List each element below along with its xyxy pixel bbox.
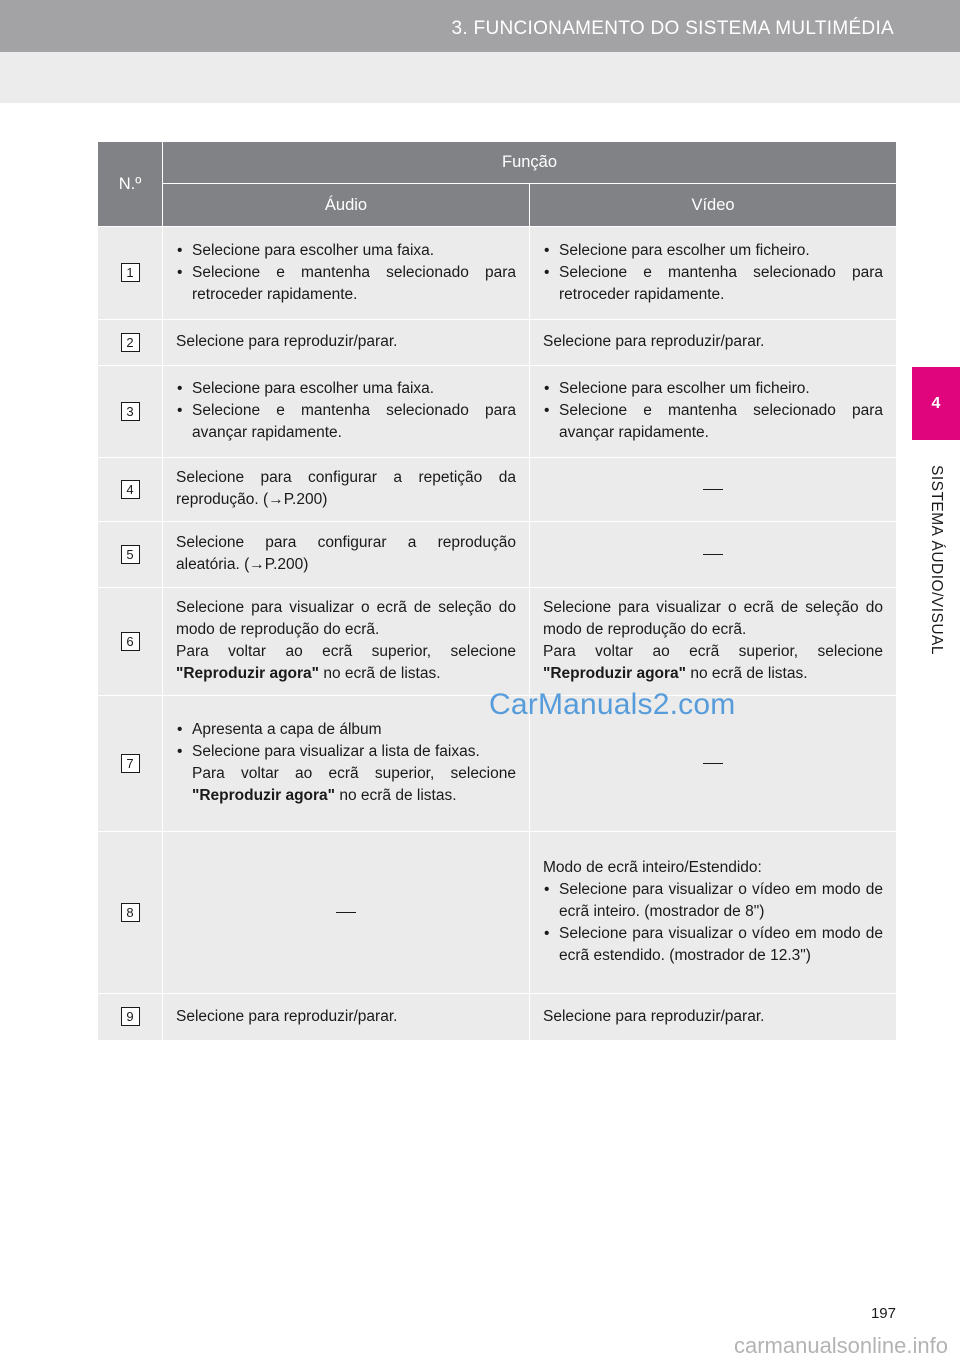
video-cell [530,458,897,522]
table-row [98,320,897,366]
watermark: CarManuals2.com [489,688,736,721]
reproduzir-agora-label: "Reproduzir agora" [192,787,336,804]
bullet-item: • Selecione e mantenha selecionado para avançar rapidamente. [543,400,883,444]
footer-site: carmanualsonline.info [733,1333,948,1358]
bullet-text: Selecione para visualizar a lista de faixas. [192,743,480,760]
number-box: 9 [121,1007,140,1026]
page-number: 197 [870,1305,896,1322]
video-cell [530,366,897,458]
audio-cell: Selecione para configurar a repetição da reprodução. (→P.200) [163,458,530,522]
not-applicable-dash [336,912,356,913]
number-box: 3 [121,402,140,421]
bullet-item: • Selecione para escolher um ficheiro. [543,240,883,262]
table-row [98,522,897,588]
video-cell [530,832,897,994]
audio-cell [163,588,530,696]
suffix-text: no ecrã de listas. [339,787,457,804]
bullet-item: • Selecione e mantenha selecionado para avançar rapidamente. [176,400,516,444]
header-subband [0,52,960,103]
audio-cell [163,366,530,458]
number-box: 4 [121,480,140,499]
audio-cell [163,227,530,320]
cell-text: Modo de ecrã inteiro/Estendido: [543,859,762,876]
video-cell [530,522,897,588]
table-row [98,832,897,994]
header-number: N.º [98,142,163,227]
bullet-item: • Selecione para visualizar o vídeo em modo de ecrã inteiro. (mostrador de 8") [543,879,883,923]
reproduzir-agora-label: "Reproduzir agora" [543,665,687,682]
bullet-item: • Selecione para escolher um ficheiro. [543,378,883,400]
return-text: Para voltar ao ecrã superior, selecione [176,643,516,660]
bullet-item: • Selecione e mantenha selecionado para retroceder rapidamente. [176,262,516,306]
suffix-text: no ecrã de listas. [690,665,808,682]
return-text: Para voltar ao ecrã superior, selecione [543,643,884,660]
audio-cell: Selecione para configurar a reprodução aleatória. (→P.200) [163,522,530,588]
bullet-item: • Selecione para escolher uma faixa. [176,378,516,400]
table-row [98,458,897,522]
cell-text [543,641,883,685]
video-cell: Selecione para reproduzir/parar. [530,320,897,366]
section-title: 3. FUNCIONAMENTO DO SISTEMA MULTIMÉDIA [451,18,894,39]
video-cell [530,227,897,320]
video-cell [530,588,897,696]
return-text: Para voltar ao ecrã superior, selecione [192,765,516,782]
cell-text: Selecione para visualizar o ecrã de seleção do modo de reprodução do ecrã. [543,599,884,638]
function-table [97,141,897,1041]
number-box: 5 [121,545,140,564]
number-box: 2 [121,333,140,352]
number-box: 6 [121,632,140,651]
number-box: 8 [121,903,140,922]
audio-cell: Selecione para reproduzir/parar. [163,320,530,366]
cell-text [176,641,516,685]
table-row [98,994,897,1041]
bullet-item: • Selecione para visualizar o vídeo em modo de ecrã estendido. (mostrador de 12.3") [543,923,883,967]
number-box: 1 [121,263,140,282]
audio-cell: Selecione para reproduzir/parar. [163,994,530,1041]
chapter-tab-label: SISTEMA ÁUDIO/VISUAL [928,464,945,656]
video-cell: Selecione para reproduzir/parar. [530,994,897,1041]
table-row [98,588,897,696]
bullet-item: • Selecione para escolher uma faixa. [176,240,516,262]
audio-cell [163,832,530,994]
header-audio: Áudio [163,184,530,227]
not-applicable-dash [703,489,723,490]
not-applicable-dash [703,763,723,764]
header-video: Vídeo [530,184,897,227]
audio-cell [163,696,530,832]
table-row [98,227,897,320]
not-applicable-dash [703,554,723,555]
bullet-item: • Selecione e mantenha selecionado para retroceder rapidamente. [543,262,883,306]
table-row [98,366,897,458]
chapter-tab-number: 4 [912,367,960,440]
header-function: Função [163,142,897,184]
bullet-item [176,741,516,807]
number-box: 7 [121,754,140,773]
suffix-text: no ecrã de listas. [323,665,441,682]
reproduzir-agora-label: "Reproduzir agora" [176,665,320,682]
bullet-item: • Apresenta a capa de álbum [176,719,516,741]
cell-text: Selecione para visualizar o ecrã de seleção do modo de reprodução do ecrã. [176,599,516,638]
chapter-tab [912,440,960,680]
